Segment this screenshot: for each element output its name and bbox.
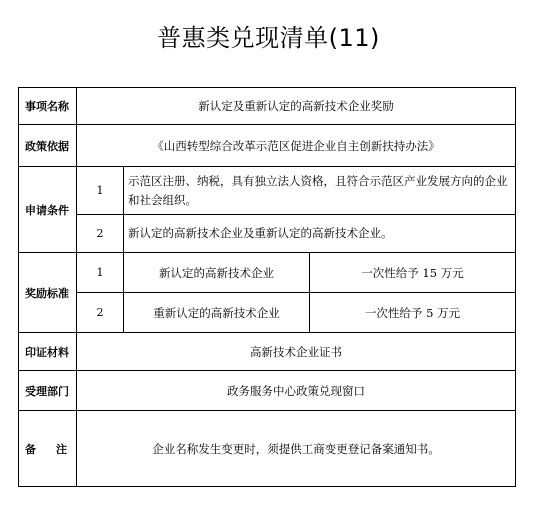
value-remarks: 企业名称发生变更时，须提供工商变更登记备案通知书。 [77,411,516,487]
condition-text: 示范区注册、纳税，具有独立法人资格，且符合示范区产业发展方向的企业和社会组织。 [124,167,516,215]
label-materials: 印证材料 [19,333,77,371]
row-department [19,371,516,411]
reward-number: 1 [77,253,124,293]
row-policy-basis [19,125,516,167]
label-item-name: 事项名称 [19,88,77,125]
row-condition-2 [19,215,516,253]
value-department: 政务服务中心政策兑现窗口 [77,371,516,411]
label-conditions: 申请条件 [19,167,77,253]
reward-type: 新认定的高新技术企业 [124,253,310,293]
reward-amount: 一次性给予 15 万元 [310,253,516,293]
label-remarks-char-1: 备 [25,442,36,456]
condition-text: 新认定的高新技术企业及重新认定的高新技术企业。 [124,215,516,253]
reward-amount: 一次性给予 5 万元 [310,293,516,333]
value-item-name: 新认定及重新认定的高新技术企业奖励 [77,88,516,125]
label-policy-basis: 政策依据 [19,125,77,167]
label-remarks [19,411,77,487]
reward-type: 重新认定的高新技术企业 [124,293,310,333]
label-reward: 奖励标准 [19,253,77,333]
label-remarks-char-2: 注 [56,442,67,456]
page-title: 普惠类兑现清单(11) [157,24,380,52]
reward-number: 2 [77,293,124,333]
row-reward-2 [19,293,516,333]
row-materials [19,333,516,371]
redemption-table [18,87,516,487]
value-policy-basis: 《山西转型综合改革示范区促进企业自主创新扶持办法》 [77,125,516,167]
value-materials: 高新技术企业证书 [77,333,516,371]
condition-number: 1 [77,167,124,215]
condition-number: 2 [77,215,124,253]
row-reward-1 [19,253,516,293]
row-remarks [19,411,516,487]
row-item-name [19,88,516,125]
label-department: 受理部门 [19,371,77,411]
row-condition-1 [19,167,516,215]
